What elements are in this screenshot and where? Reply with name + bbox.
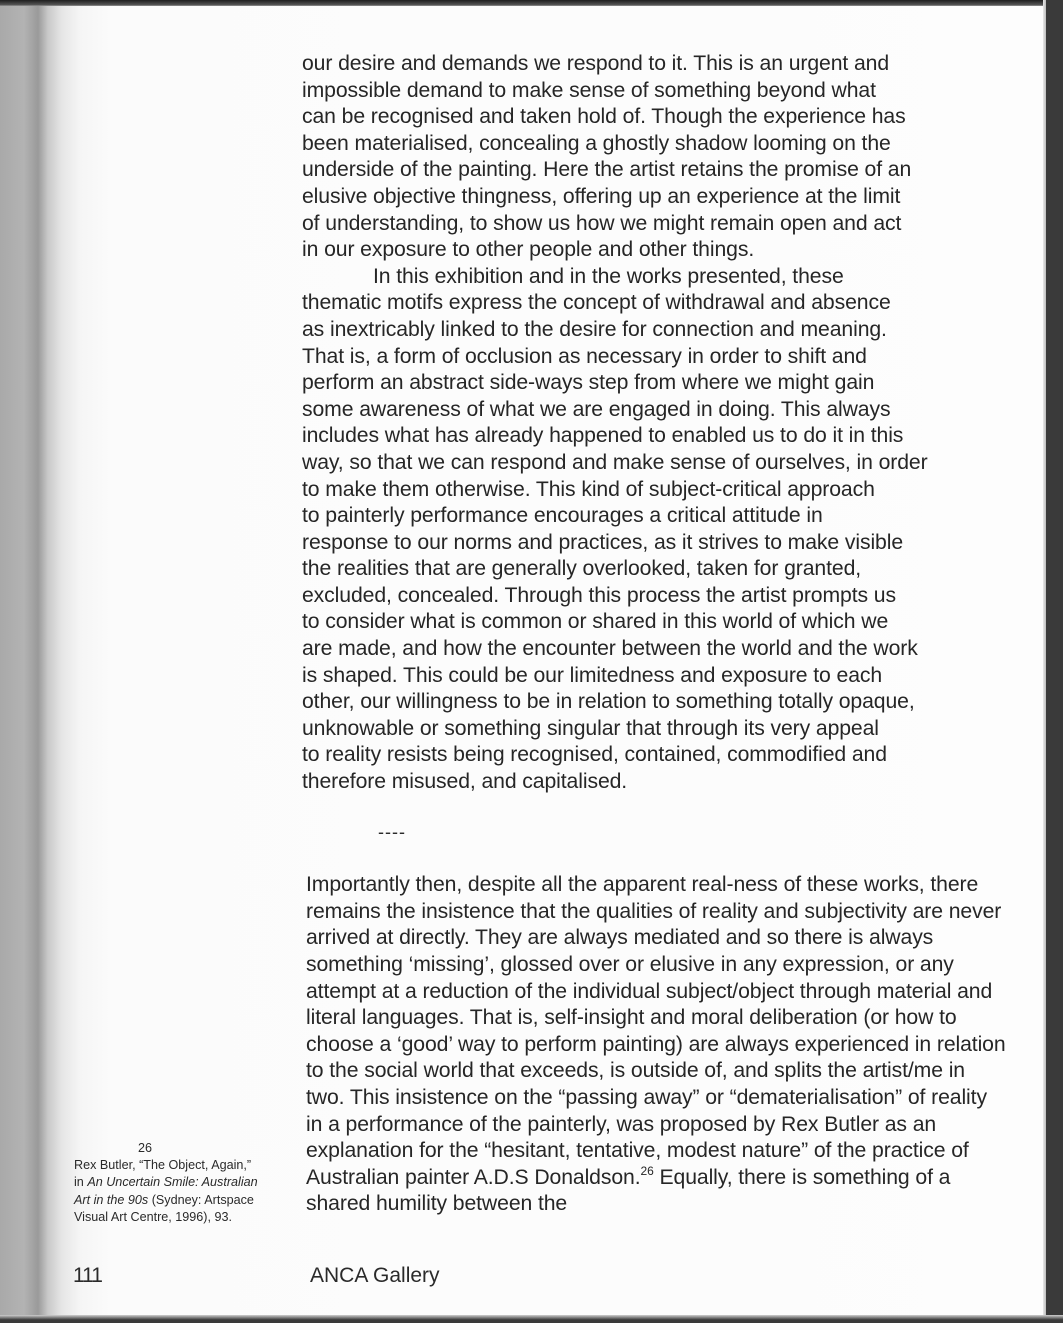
scan-top-edge [0, 0, 1063, 6]
text-line: way to perform painting) are always experienced in relation to the [306, 1032, 1006, 1083]
text-line: subjectivity are never arrived at directly. They are always mediated [306, 899, 1002, 950]
footnote-number: 26 [138, 1141, 153, 1155]
text-line: perform an abstract side-ways step from where we might gain [302, 371, 875, 395]
page-number: 111 [73, 1264, 102, 1287]
text-line: elusive objective thingness, offering up an experience at the limit [302, 184, 901, 208]
text-line: our desire and demands we respond to it. This is an urgent and [302, 52, 890, 75]
text-line: of reality in a performance of the painterly, was proposed by [306, 1085, 987, 1136]
text-line: to consider what is common or shared in this world of which we [302, 610, 889, 634]
footnote-line [74, 1174, 294, 1191]
paragraph-3 [306, 872, 1006, 1218]
footnote [74, 1140, 294, 1226]
text-line: of understanding, to show us how we might remain open and act [302, 211, 902, 235]
text-line: therefore misused, and capitalised. [302, 770, 628, 794]
section-separator: ---- [378, 822, 406, 842]
scan-bottom-edge [0, 1315, 1063, 1323]
text-line: Equally, there is something of a shared humility between the [306, 1165, 951, 1216]
main-text-column [302, 51, 1002, 796]
footnote-text: in [74, 1175, 88, 1190]
footnote-book-title: Art in the 90s [74, 1192, 149, 1207]
paragraph-1 [302, 51, 1002, 264]
text-line: the realities that are generally overlooked, taken for granted, [302, 557, 862, 581]
text-line: response to our norms and practices, as it strives to make visible [302, 530, 904, 554]
footnote-book-title: An Uncertain Smile: Australian [87, 1175, 258, 1190]
text-line: to reality resists being recognised, contained, commodified and [302, 743, 887, 767]
text-line: Importantly then, despite all the apparent real-ness of these [306, 873, 859, 897]
text-line: to make them otherwise. This kind of subject-critical approach [302, 477, 875, 501]
main-text-column-continued [306, 851, 1006, 1239]
footnote-line: Visual Art Centre, 1996), 93. [74, 1209, 232, 1224]
text-line: as inextricably linked to the desire for connection and meaning. [302, 317, 887, 341]
text-line: other, our willingness to be in relation to something totally opaque, [302, 690, 915, 714]
text-line: some awareness of what we are engaged in doing. This always [302, 397, 891, 421]
text-line: excluded, concealed. Through this process the artist prompts us [302, 583, 896, 607]
text-line: In this exhibition and in the works presented, these [373, 264, 844, 288]
running-footer: ANCA Gallery [310, 1264, 440, 1287]
text-line: in our exposure to other people and other things. [302, 238, 755, 262]
text-line: way, so that we can respond and make sense of ourselves, in order [302, 450, 928, 474]
paragraph-2 [302, 264, 1002, 796]
text-line: That is, a form of occlusion as necessary in order to shift and [302, 344, 867, 368]
text-line: Rex Butler as an explanation for the “hesitant, tentative, modest [306, 1112, 937, 1163]
text-line: are made, and how the encounter between the world and the work [302, 637, 918, 661]
text-line: and so there is always something ‘missing’, glossed over or elusive [306, 926, 934, 976]
footnote-text: (Sydney: Artspace [148, 1192, 254, 1207]
text-line: two. This insistence on the “passing away” or “dematerialisation” [306, 1085, 903, 1109]
footnote-line: Rex Butler, “The Object, Again,” [74, 1158, 252, 1173]
book-page [0, 4, 1046, 1316]
text-line: includes what has already happened to enabled us to do it in this [302, 424, 904, 448]
text-line: is shaped. This could be our limitedness and exposure to each [302, 663, 883, 687]
text-line: works, there remains the insistence that the qualities of reality and [306, 873, 979, 923]
text-line: self-insight and moral deliberation (or how to choose a ‘good’ [306, 1006, 957, 1056]
text-line: impossible demand to make sense of something beyond what [302, 78, 876, 102]
text-line: been materialised, concealing a ghostly shadow looming on the [302, 131, 891, 155]
text-line: social world that exceeds, is outside of, and splits the artist/me in [364, 1059, 965, 1083]
footnote-reference[interactable]: 26 [640, 1163, 654, 1178]
text-line: underside of the painting. Here the artist retains the promise of an [302, 158, 912, 182]
footnote-line [74, 1192, 294, 1209]
scan-right-edge [1046, 0, 1063, 1323]
text-line: can be recognised and taken hold of. Though the experience has [302, 105, 906, 129]
text-line: in any expression, or any attempt at a reduction of the individual [306, 952, 954, 1003]
text-line: subject/object through material and literal languages. That is, [306, 979, 993, 1030]
text-line: unknowable or something singular that through its very appeal [302, 716, 879, 740]
text-line-content: nature” of the practice of Australian painter A.D.S Donaldson. [306, 1139, 969, 1189]
text-line: to painterly performance encourages a critical attitude in [302, 504, 823, 528]
text-line: thematic motifs express the concept of withdrawal and absence [302, 291, 891, 315]
